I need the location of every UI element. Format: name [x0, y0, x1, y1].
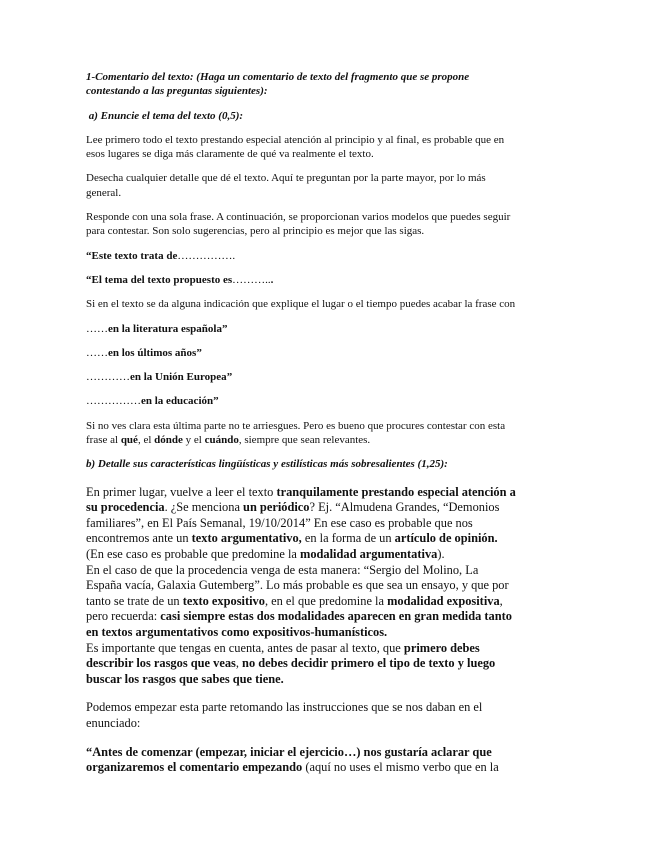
paragraph-a4: Si en el texto se da alguna indicación que explique el lugar o el tiempo puedes acabar la frase con [86, 298, 516, 311]
paragraph-b2: En el caso de que la procedencia venga de esta manera: “Sergio del Molino, La España vacía, Galaxia Gutemberg”. Lo más probable es que sea un ensayo, y que por tanto se trate de un texto expositivo, en el que predomine la modalidad expositiva, pero recuerda: casi siempre estas dos modalidades aparecen en gran medida tanto en textos argumentativos como expositivos-humanísticos. [86, 562, 512, 639]
ending-option-3: …………en la Unión Europea” [86, 371, 233, 384]
model-sentence-1: “Este texto trata de……………. [86, 249, 236, 262]
paragraph-a3: Responde con una sola frase. A continuación, se proporcionan varios modelos que puedes seguir para contestar. Son solo sugerencias, pero al principio es mejor que las sigas. [86, 211, 511, 238]
paragraph-b3: Es importante que tengas en cuenta, antes de pasar al texto, que primero debes describir los rasgos que veas, no debes decidir primero el tipo de texto y luego buscar los rasgos que sabes que tiene. [86, 640, 496, 686]
document-page [86, 70, 516, 786]
paragraph-b4: Podemos empezar esta parte retomando las instrucciones que se nos daban en el enunciado: [86, 700, 483, 730]
paragraph-a5: Si no ves clara esta última parte no te arriesgues. Pero es bueno que procures contestar con esta frase al qué, el dónde y el cuándo, siempre que sean relevantes. [86, 419, 506, 447]
ending-option-1: ……en la literatura española” [86, 322, 228, 335]
paragraph-a2: Desecha cualquier detalle que dé el texto. Aquí te preguntan por la parte mayor, por lo más general. [86, 172, 486, 199]
section-b-heading: b) Detalle sus características lingüísticas y estilísticas más sobresalientes (1,25): [86, 458, 448, 471]
paragraph-b5: “Antes de comenzar (empezar, iniciar el ejercicio…) nos gustaría aclarar que organizaremos el comentario empezando (aquí no uses el mismo verbo que en la [86, 744, 499, 775]
main-heading: 1-Comentario del texto: (Haga un comentario de texto del fragmento que se propone contestando a las preguntas siguientes): [86, 71, 470, 98]
paragraph-a1: Lee primero todo el texto prestando especial atención al principio y al final, es probable que en esos lugares se diga más claramente de qué va realmente el texto. [86, 133, 505, 161]
section-a-heading: a) Enuncie el tema del texto (0,5): [88, 109, 244, 122]
ending-option-4: ……………en la educación” [86, 395, 219, 408]
ending-option-2: ……en los últimos años” [86, 346, 202, 359]
model-sentence-2: “El tema del texto propuesto es………... [86, 273, 274, 286]
paragraph-b1: En primer lugar, vuelve a leer el texto tranquilamente prestando especial atención a su procedencia. ¿Se menciona un periódico? Ej. “Almudena Grandes, “Demonios familiares”, en El País Semanal, 19/10/2014” En ese caso es probable que nos encontremos ante un texto argumentativo, en la forma de un artículo de opinión. (En ese caso es probable que predomine la modalidad argumentativa). [86, 484, 516, 562]
